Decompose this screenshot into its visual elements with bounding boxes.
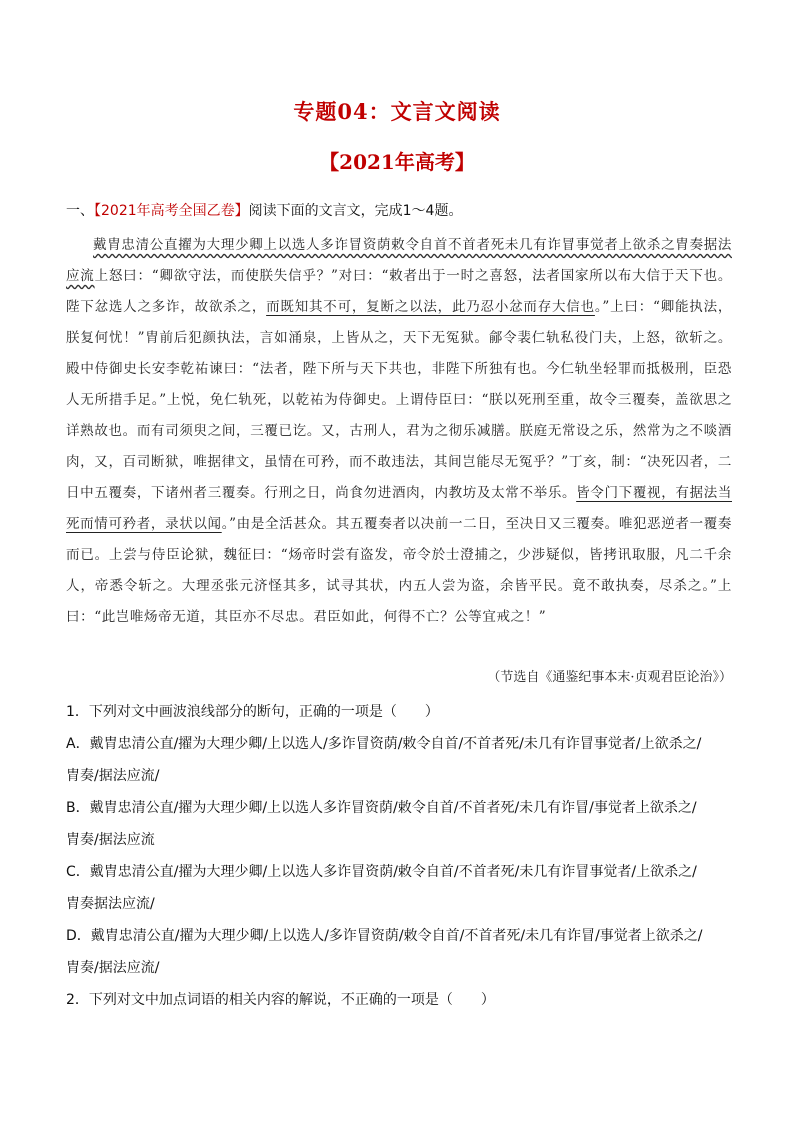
passage-text-2: 。”上曰：“卿能执法，朕复何忧！”胄前后犯颜执法，言如涌泉，上皆从之，天下无冤狱。鄃令裴仁轨私役门夫，上怒，欲斩之。殿中侍御史长安李乾祐谏曰：“法者，陛下所与天下共也，非陛下所独有也。今仁轨坐轻罪而抵极刑，臣恐人无所措手足。”上悦，免仁轨死，以乾祐为侍御史。上谓侍臣曰：“朕以死刑至重，故令三覆奏，盖欲思之详熟故也。而有司须臾之间，三覆已讫。又，古刑人，君为之彻乐减膳。朕庭无常设之乐，然常为之不啖酒肉，又，百司断狱，唯据律文，虽情在可矜，而不敢违法，其间岂能尽无冤乎？”丁亥，制：“决死囚者，二日中五覆奏，下诸州者三覆奏。行刑之日，尚食勿进酒肉，内教坊及太常不举乐。	[66, 299, 732, 501]
classical-passage	[66, 230, 732, 633]
underlined-sentence-2: 皆令门下覆视，有据法当死而情可矜者，录状以闻	[66, 485, 732, 532]
option-d-line-1: D．戴胄忠清公直/擢为大理少卿/上以选人/多诈冒资荫/敕令自首/不首者死/未几有诈冒/事觉者上欲杀之/	[66, 928, 703, 944]
section-number: 一、	[66, 203, 94, 219]
section-instruction: 阅读下面的文言文，完成1～4题。	[248, 203, 463, 219]
option-b-line-2: 胄奏/据法应流	[66, 832, 155, 848]
year-subtitle: 【2021年高考】	[319, 150, 475, 174]
underlined-sentence-1: 而既知其不可，复断之以法，此乃忍小忿而存大信也	[266, 299, 595, 315]
option-a-line-2: 胄奏/据法应流/	[66, 768, 160, 784]
option-b-line-1: B．戴胄忠清公直/擢为大理少卿/上以选人多诈冒资荫/敕令自首/不首者死/未几有诈冒/事觉者上欲杀之/	[66, 800, 697, 816]
exam-source-tag: 【2021年高考全国乙卷】	[94, 203, 249, 219]
page-title: 专题04：文言文阅读	[293, 99, 501, 124]
option-a-line-1: A．戴胄忠清公直/擢为大理少卿/上以选人/多诈冒资荫/敕令自首/不首者死/未几有诈冒事觉者/上欲杀之/	[66, 736, 702, 752]
option-c-line-2: 胄奏据法应流/	[66, 896, 155, 912]
passage-text-1: 上怒曰：“卿欲守法，而使朕失信乎？”对曰：“敕者出于一时之喜怒，法者国家所以布大信于天下也。陛下忿选人之多诈，故欲杀之，	[66, 268, 732, 315]
question-1-stem: 1．下列对文中画波浪线部分的断句，正确的一项是（ ）	[66, 704, 439, 720]
question-2-stem: 2．下列对文中加点词语的相关内容的解说，不正确的一项是（ ）	[66, 992, 495, 1008]
option-d-line-2: 胄奏/据法应流/	[66, 960, 160, 976]
passage-source: （节选自《通鉴纪事本末·贞观君臣论治》）	[487, 670, 732, 685]
option-c-line-1: C．戴胄忠清公直/擢为大理少卿/上以选人多诈冒资荫/敕令自首/不首者死/未几有诈冒事觉者/上欲杀之/	[66, 864, 697, 880]
wavy-underlined-text: 戴胄忠清公直擢为大理少卿上以选人多诈冒资荫敕令自首不首者死未几有诈冒事觉者上欲杀之胄奏据法应流	[66, 237, 732, 284]
passage-text-3: 。”由是全活甚众。其五覆奏者以决前一二日，至决日又三覆奏。唯犯恶逆者一覆奏而已。上尝与侍臣论狱，魏征曰：“炀帝时尝有盗发，帝令於士澄捕之，少涉疑似，皆拷讯取服，凡二千余人，帝悉令斩之。大理丞张元济怪其多，试寻其状，内五人尝为盗，余皆平民。竟不敢执奏，尽杀之。”上曰：“此岂唯炀帝无道，其臣亦不尽忠。君臣如此，何得不亡？公等宜戒之！”	[66, 516, 732, 625]
section-lead	[66, 202, 746, 220]
